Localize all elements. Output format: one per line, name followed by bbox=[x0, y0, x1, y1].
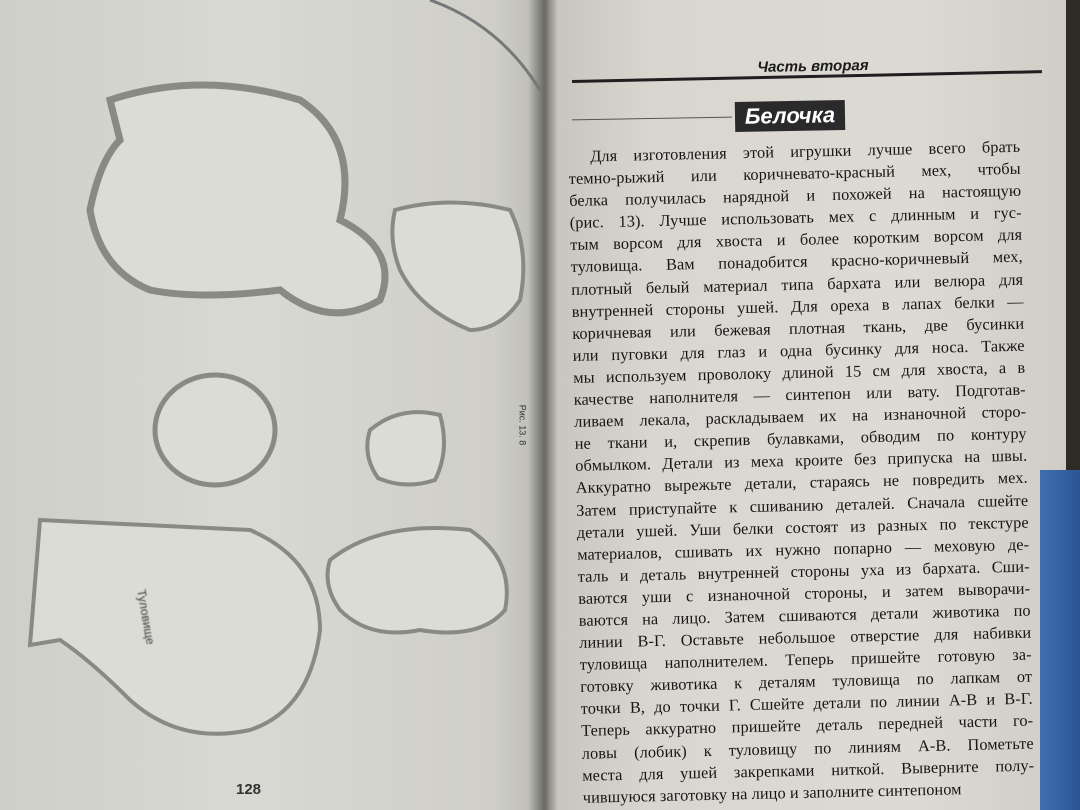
body-line: внутренней стороны ушей. Для ореха в лапах белки — bbox=[571, 291, 1024, 321]
pattern-piece-ear bbox=[392, 203, 523, 331]
body-line: темно-рыжий или коричневато-красный мех, чтобы bbox=[568, 158, 1021, 189]
body-line: таль и деталь внутренней стороны уха из бархата. Сши- bbox=[577, 556, 1030, 586]
body-line: или пуговки для глаз и одна бусинку для носа. Также bbox=[572, 335, 1025, 365]
body-line: ловы (лобик) к туловищу по линиям А-В. Пометьте bbox=[581, 733, 1034, 763]
body-line: Аккуратно вырежьте детали, стараясь не повредить мех. bbox=[575, 468, 1028, 498]
chapter-title: Белочка bbox=[744, 102, 836, 129]
body-text bbox=[568, 136, 1035, 809]
body-line: тым ворсом для хвоста и более коротким ворсом для bbox=[570, 225, 1023, 255]
running-header: Часть вторая bbox=[757, 57, 869, 76]
body-line: плотный белый материал типа бархата или велюра для bbox=[571, 269, 1024, 299]
body-line: детали ушей. Уши белки состоят из разных по текстуре bbox=[576, 512, 1029, 542]
body-line: не ткани и, скрепив булавками, обводим по контуру bbox=[574, 423, 1027, 454]
pattern-arc-top bbox=[430, 0, 540, 90]
background-blue-object bbox=[1040, 470, 1080, 810]
body-line: ливаем лекала, раскладываем их на изнаночной сторо- bbox=[574, 401, 1027, 432]
body-line: туловища наполнителем. Теперь пришейте готовую за- bbox=[579, 644, 1032, 675]
body-line: ваются уши с изнаночной стороны, и затем выворачи- bbox=[578, 578, 1031, 608]
pattern-label-body: Туловище bbox=[134, 588, 158, 646]
pattern-piece-tail bbox=[328, 528, 507, 633]
body-line: коричневая или бежевая плотная ткань, две бусинки bbox=[572, 313, 1025, 343]
body-line: готовку животика к деталям туловища по лапкам от bbox=[580, 666, 1033, 697]
body-line: ваются на лицо. Затем сшиваются детали животика по bbox=[578, 600, 1031, 630]
body-line: Для изготовления этой игрушки лучше всего брать bbox=[590, 136, 1021, 166]
pattern-piece-heart bbox=[90, 85, 385, 313]
body-line: обмылком. Детали из меха кроите без припуска на швы. bbox=[575, 445, 1028, 476]
body-line: мы используем проволоку длиной 15 см для хвоста, а в bbox=[573, 357, 1026, 387]
page-number: 128 bbox=[236, 781, 262, 798]
body-line: Теперь аккуратно пришейте деталь передней части го- bbox=[581, 711, 1034, 741]
body-line: материалов, сшивать их нужно попарно — меховую де- bbox=[577, 534, 1030, 564]
body-line: туловища. Вам понадобится красно-коричневый мех, bbox=[570, 247, 1023, 277]
body-line: точки В, до точки Г. Сшейте детали по линии А-В и В-Г. bbox=[580, 688, 1033, 719]
body-line: чившуюся заготовку на лицо и заполните синтепоном bbox=[582, 778, 962, 807]
body-line: места для ушей закрепками ниткой. Выверните полу- bbox=[582, 755, 1035, 785]
body-line: белка получилась нарядной и похожей на настоящую bbox=[569, 180, 1022, 211]
body-line: (рис. 13). Лучше использовать мех с длинным и гус- bbox=[569, 203, 1022, 233]
body-line: Затем приступайте к сшиванию деталей. Сначала сшейте bbox=[576, 490, 1029, 520]
body-line: линии В-Г. Оставьте небольшое отверстие для набивки bbox=[579, 622, 1032, 652]
figure-caption: Рис. 13. 8 bbox=[517, 404, 528, 446]
body-line: качестве наполнителя — синтепон или вату. Подготав- bbox=[573, 379, 1026, 409]
pattern-piece-small bbox=[367, 412, 444, 484]
pattern-piece-body bbox=[30, 520, 320, 734]
pattern-piece-oval bbox=[155, 375, 275, 485]
